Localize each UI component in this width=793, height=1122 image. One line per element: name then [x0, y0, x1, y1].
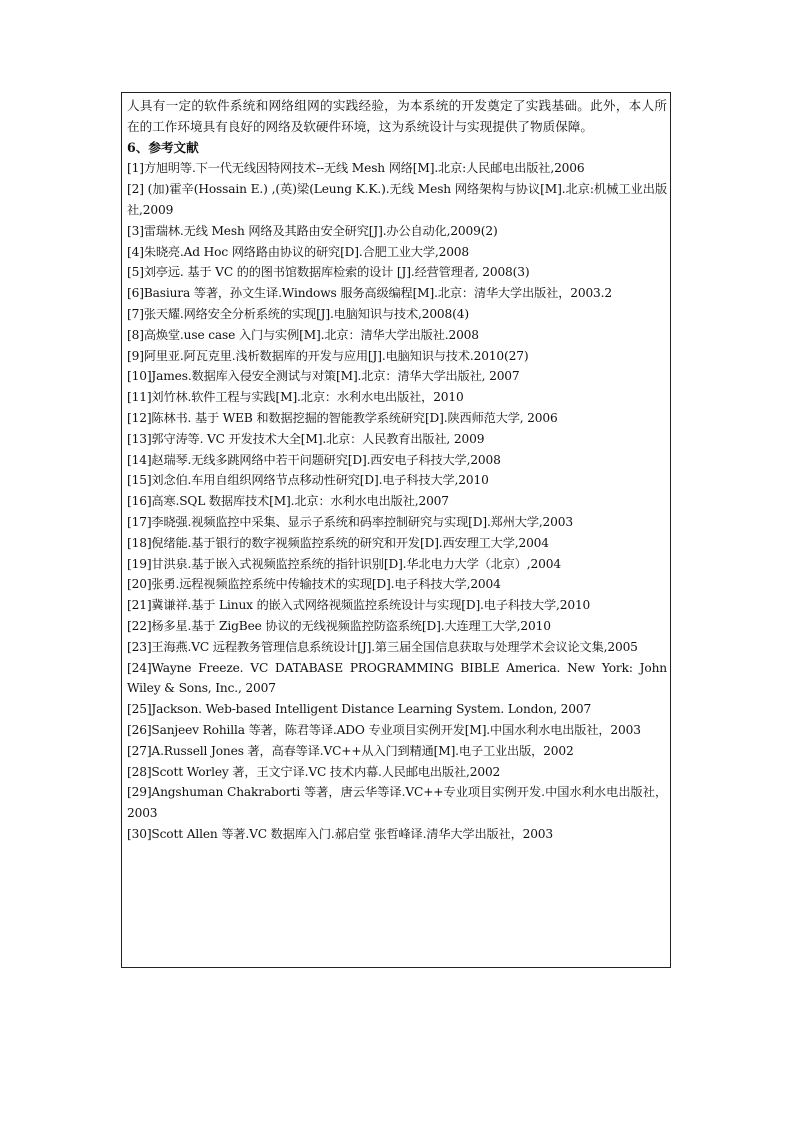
reference-item: [11]刘竹林.软件工程与实践[M].北京：水利水电出版社，2010 [127, 390, 464, 405]
reference-item: [18]倪绪能.基于银行的数字视频监控系统的研究和开发[D].西安理工大学,2004 [127, 535, 549, 550]
reference-item: [19]甘洪泉.基于嵌入式视频监控系统的指针识别[D].华北电力大学（北京）,2004 [127, 556, 561, 571]
reference-item: [27]A.Russell Jones 著，高春等译.VC++从入门到精通[M].电子工业出版，2002 [127, 743, 574, 758]
reference-item: [12]陈林书. 基于 WEB 和数据挖掘的智能教学系统研究[D].陕西师范大学, 2006 [127, 410, 558, 425]
section-heading: 6、参考文献 [127, 139, 199, 155]
reference-item: [1]方旭明等.下一代无线因特网技术--无线 Mesh 网络[M].北京:人民邮电出版社,2006 [127, 161, 585, 176]
reference-item: [8]高焕堂.use case 入门与实例[M].北京：清华大学出版社.2008 [127, 327, 479, 342]
reference-item: [6]Basiura 等著，孙文生译.Windows 服务高级编程[M].北京：清华大学出版社，2003.2 [127, 286, 612, 301]
reference-item: [23]王海燕.VC 远程教务管理信息系统设计[J].第三届全国信息获取与处理学术会议论文集,2005 [127, 639, 638, 654]
reference-item: [24]Wayne Freeze. VC DATABASE PROGRAMMING BIBLE America. New York: John Wiley & Sons, Inc., 2007 [127, 660, 667, 696]
reference-item: [26]Sanjeev Rohilla 等著，陈君等译.ADO 专业项目实例开发[M].中国水利水电出版社，2003 [127, 722, 641, 737]
reference-item: [10]James.数据库入侵安全测试与对策[M].北京：清华大学出版社, 2007 [127, 369, 520, 384]
reference-item: [15]刘念伯.车用自组织网络节点移动性研究[D].电子科技大学,2010 [127, 473, 489, 488]
reference-item: [2] (加)霍辛(Hossain E.) ,(英)梁(Leung K.K.).无线 Mesh 网络架构与协议[M].北京:机械工业出版社,2009 [127, 182, 667, 217]
reference-item: [17]李晓强.视频监控中采集、显示子系统和码率控制研究与实现[D].郑州大学,2003 [127, 514, 573, 529]
reference-list [127, 158, 667, 844]
reference-item: [3]雷瑞林.无线 Mesh 网络及其路由安全研究[J].办公自动化,2009(2) [127, 223, 498, 238]
reference-item: [16]高寒.SQL 数据库技术[M].北京：水利水电出版社,2007 [127, 494, 449, 509]
reference-item: [20]张勇.远程视频监控系统中传输技术的实现[D].电子科技大学,2004 [127, 577, 501, 592]
reference-item: [21]冀谦祥.基于 Linux 的嵌入式网络视频监控系统设计与实现[D].电子科技大学,2010 [127, 598, 591, 613]
page-content [127, 96, 667, 845]
reference-item: [7]张天耀.网络安全分析系统的实现[J].电脑知识与技术,2008(4) [127, 306, 469, 321]
reference-item: [30]Scott Allen 等著.VC 数据库入门.郝启堂 张哲峰译.清华大学出版社，2003 [127, 826, 554, 841]
reference-item: [22]杨多星.基于 ZigBee 协议的无线视频监控防盗系统[D].大连理工大学,2010 [127, 618, 551, 633]
reference-item: [14]赵瑞琴.无线多跳网络中若干问题研究[D].西安电子科技大学,2008 [127, 452, 501, 467]
reference-item: [25]Jackson. Web-based Intelligent Distance Learning System. London, 2007 [127, 702, 592, 717]
reference-item: [5]刘亭远. 基于 VC 的的图书馆数据库检索的设计 [J].经营管理者, 2008(3) [127, 265, 530, 280]
intro-paragraph: 人具有一定的软件系统和网络组网的实践经验，为本系统的开发奠定了实践基础。此外，本人所在的工作环境具有良好的网络及软硬件环境，这为系统设计与实现提供了物质保障。 [127, 98, 667, 134]
reference-item: [29]Angshuman Chakraborti 等著，唐云华等译.VC++专业项目实例开发.中国水利水电出版社，2003 [127, 785, 667, 821]
reference-item: [13]郭守涛等. VC 开发技术大全[M].北京：人民教育出版社, 2009 [127, 431, 485, 446]
reference-item: [28]Scott Worley 著，王文宁译.VC 技术内幕.人民邮电出版社,2002 [127, 764, 501, 779]
reference-item: [4]朱晓亮.Ad Hoc 网络路由协议的研究[D].合肥工业大学,2008 [127, 244, 470, 259]
reference-item: [9]阿里亚.阿瓦克里.浅析数据库的开发与应用[J].电脑知识与技术.2010(27) [127, 348, 529, 363]
